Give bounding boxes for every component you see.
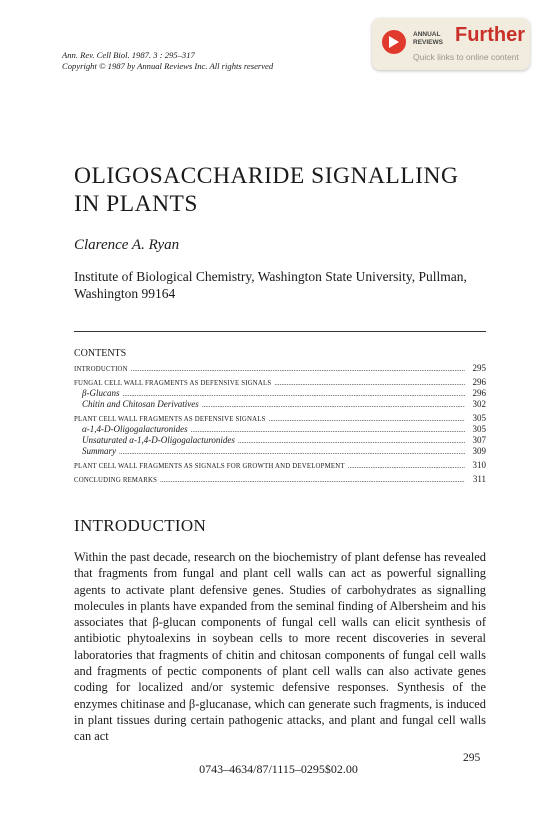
toc-entry[interactable]: INTRODUCTION ..... 295 (74, 363, 486, 374)
author-name: Clarence A. Ryan (74, 237, 180, 253)
title-line-2: IN PLANTS (74, 191, 198, 217)
arrow-icon (382, 30, 406, 54)
toc-entry[interactable]: PLANT CELL WALL FRAGMENTS AS SIGNALS FOR GROWTH AND DEVELOPMENT ..... 310 (74, 460, 486, 471)
toc-entry[interactable]: PLANT CELL WALL FRAGMENTS AS DEFENSIVE SIGNALS ..... 305 (74, 413, 486, 424)
introduction-heading: INTRODUCTION (74, 516, 207, 535)
author-affiliation: Institute of Biological Chemistry, Washington State University, Pullman, Washington 99164 (74, 269, 467, 301)
badge-annual-label: ANNUAL (413, 31, 441, 38)
toc-entry[interactable]: β-Glucans ..... 296 (74, 388, 486, 399)
toc-entry[interactable]: Chitin and Chitosan Derivatives ..... 302 (74, 399, 486, 410)
article-title (74, 162, 458, 218)
toc-entry[interactable]: Unsaturated α-1,4-D-Oligogalacturonides ..... 307 (74, 435, 486, 446)
title-line-1: OLIGOSACCHARIDE SIGNALLING (74, 163, 459, 189)
section-divider (74, 331, 486, 332)
journal-header (62, 50, 273, 72)
toc-entry[interactable]: CONCLUDING REMARKS ..... 311 (74, 474, 486, 485)
toc-entry[interactable]: α-1,4-D-Oligogalacturonides ..... 305 (74, 424, 486, 435)
table-of-contents (74, 363, 486, 485)
badge-further-label: Further (455, 24, 525, 46)
journal-citation: Ann. Rev. Cell Biol. 1987. 3 : 295–317 (62, 50, 195, 60)
contents-heading: CONTENTS (74, 348, 127, 359)
badge-reviews-label: REVIEWS (413, 39, 443, 46)
article-code: 0743–4634/87/1115–0295$02.00 (199, 762, 358, 776)
further-links-badge[interactable] (372, 18, 530, 70)
badge-subtitle: Quick links to online content (413, 52, 519, 62)
toc-entry[interactable]: FUNGAL CELL WALL FRAGMENTS AS DEFENSIVE SIGNALS ..... 296 (74, 377, 486, 388)
introduction-paragraph: Within the past decade, research on the biochemistry of plant defense has revealed that fragments from fungal and plant cell walls can act as powerful signalling agents to activate plant defensive genes. Studies of carbohydrates as signalling molecules in plants have expanded from the seminal finding of Albersheim and his associates that β-glucan components of fungal cell walls can elicit synthesis of antibiotic phytoalexins in soybean cells to more recent discoveries in several laboratories that fragments of chitin and chitosan components of fungal cell walls and fragments of pectic components of plant cell walls can also activate genes coding for localized and/or systemic defensive responses. Synthesis of the enzymes chitinase and β-glucanase, which can generate such fragments, is induced in plant tissues during certain pathogenic attacks, and plant and fungal cell walls can act (74, 550, 486, 744)
copyright-notice: Copyright © 1987 by Annual Reviews Inc. All rights reserved (62, 61, 274, 71)
toc-entry[interactable]: Summary ..... 309 (74, 446, 486, 457)
page-number: 295 (463, 752, 481, 764)
